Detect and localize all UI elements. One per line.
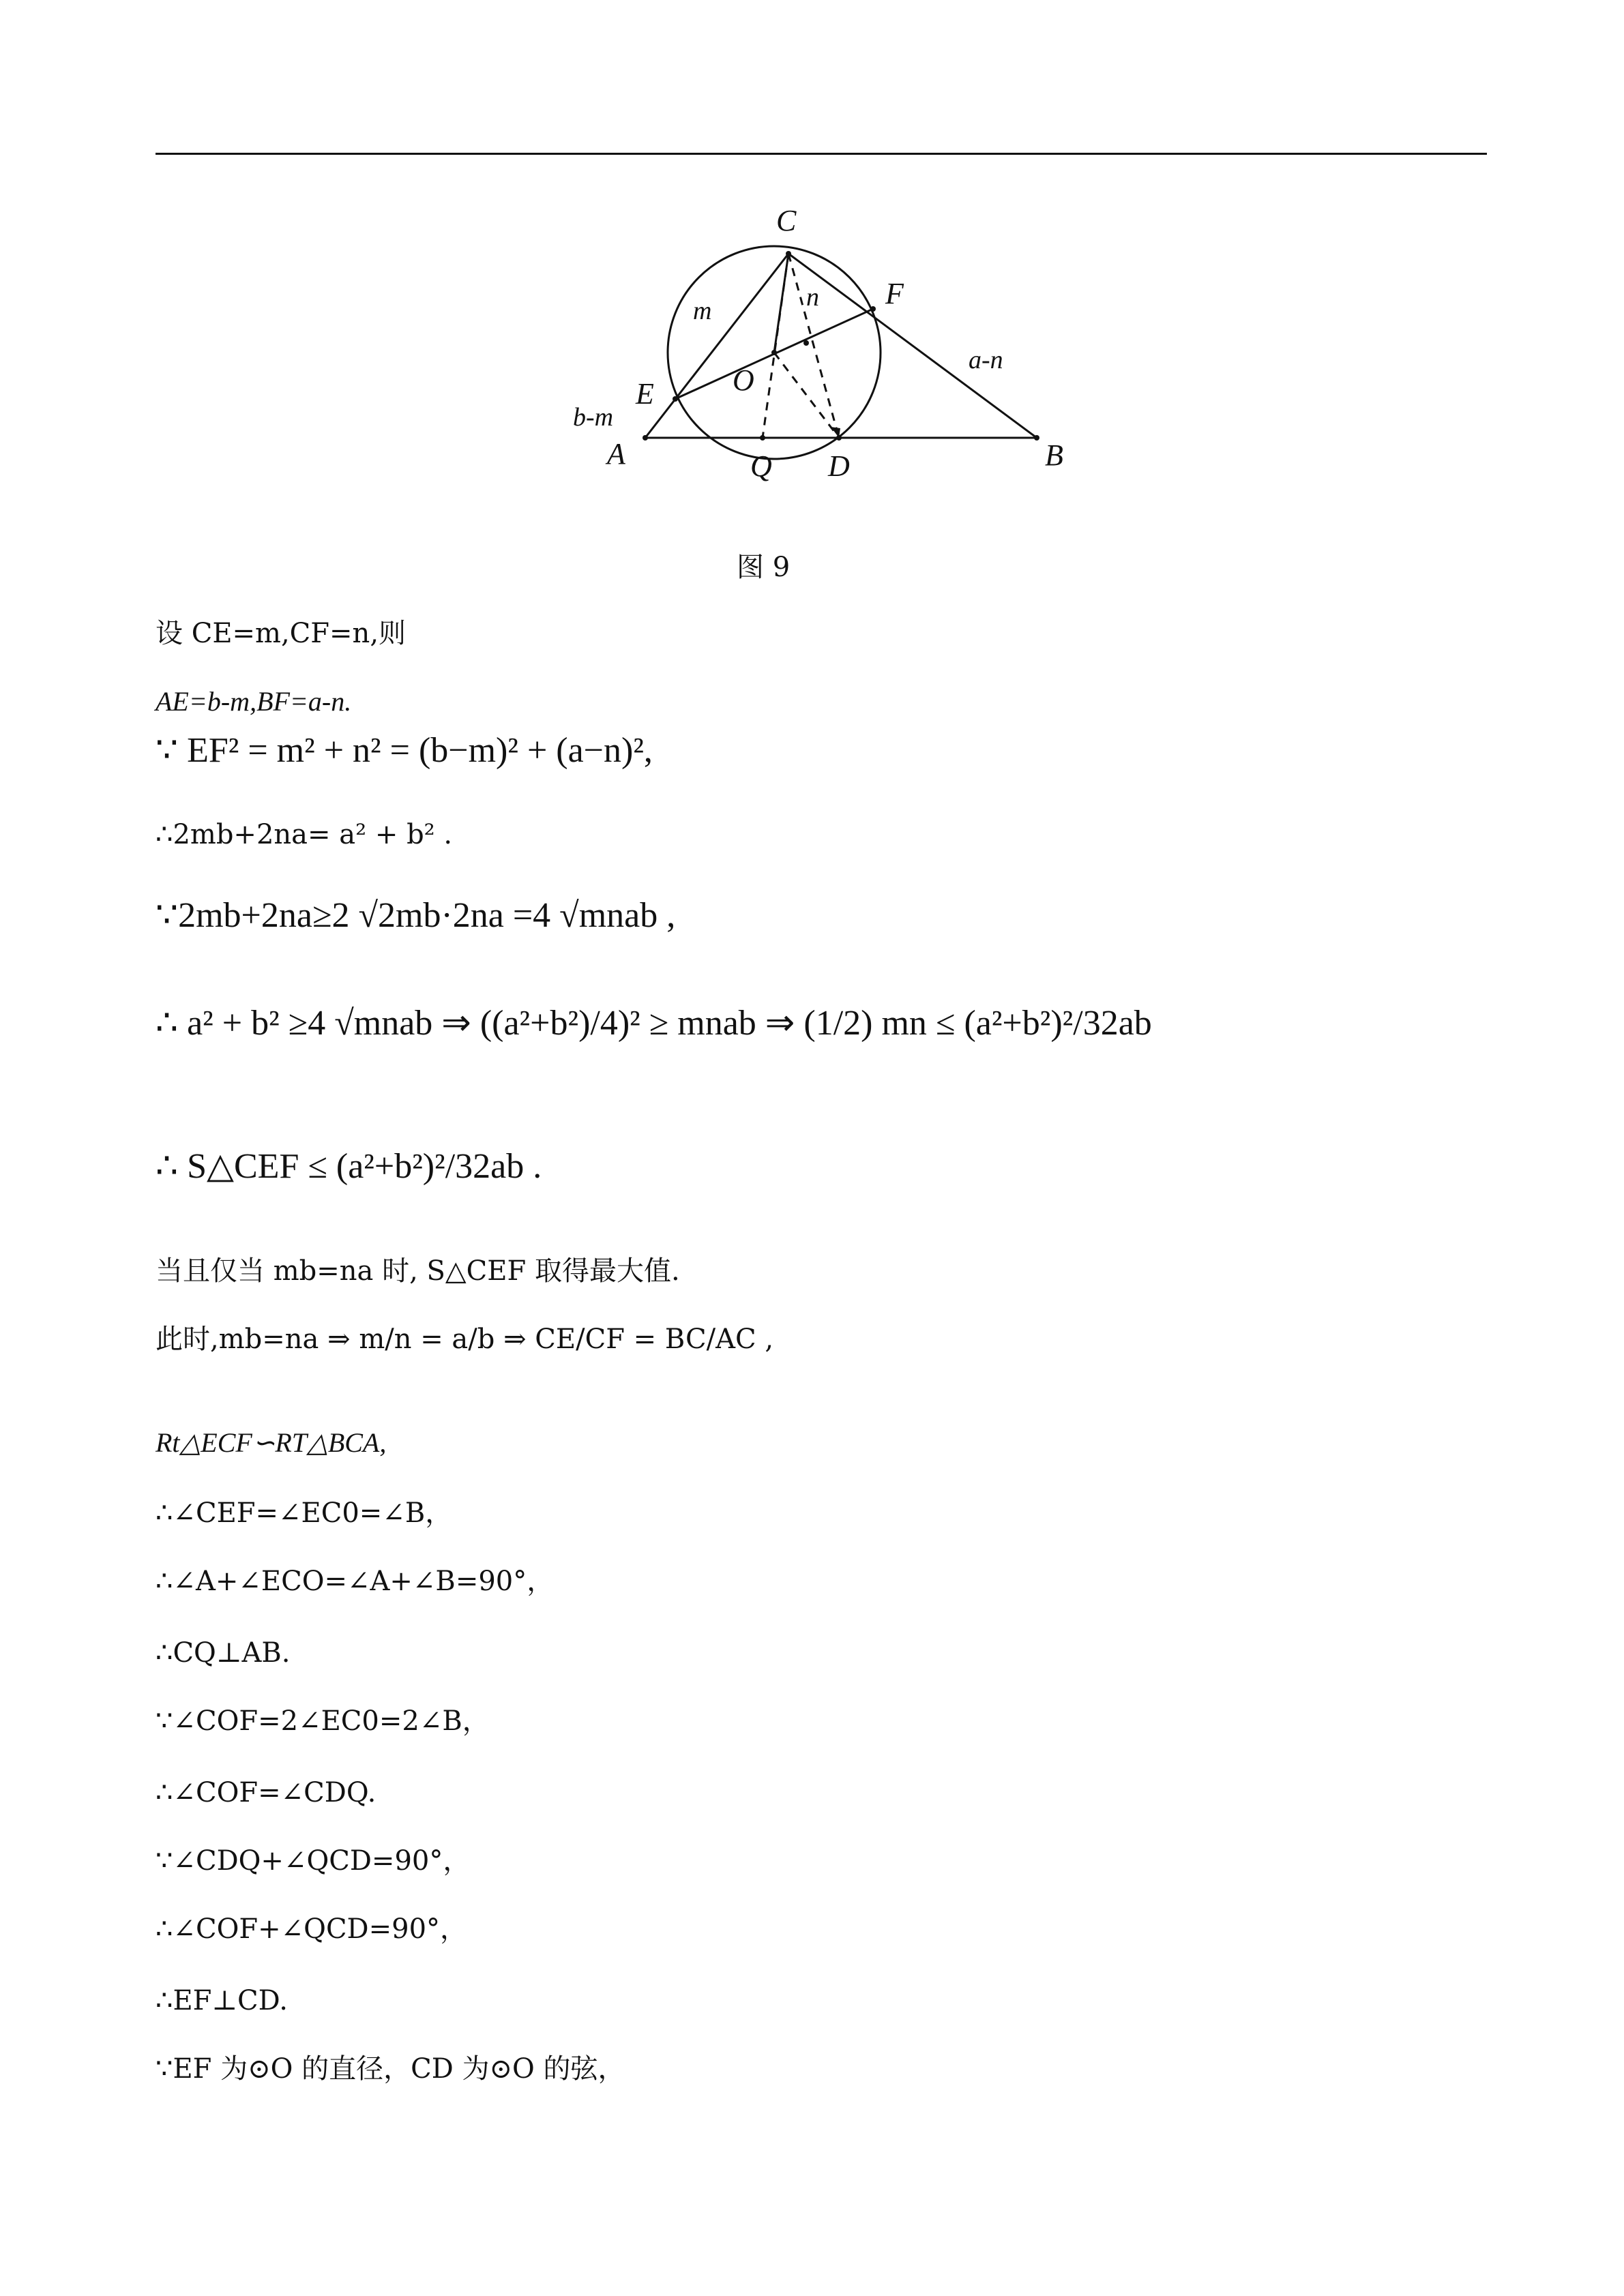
text-line-18: ∴EF⊥CD.: [156, 1985, 288, 2016]
text-line-15: ∴∠COF=∠CDQ.: [156, 1777, 377, 1808]
text-line-8: 当且仅当 mb=na 时, S△CEF 取得最大值.: [156, 1255, 680, 1287]
text-line-13: ∴CQ⊥AB.: [156, 1637, 291, 1669]
text-line-19: ∵EF 为⊙O 的直径，CD 为⊙O 的弦，: [156, 2053, 625, 2085]
label-a: A: [607, 437, 625, 471]
point-c: [786, 251, 791, 256]
segment-cd: [788, 254, 839, 438]
text-line-5: ∵2mb+2na≥2 √2mb·2na =4 √mnab ,: [156, 896, 676, 935]
point-mid: [803, 340, 809, 346]
text-line-3: ∵ EF² = m² + n² = (b−m)² + (a−n)²,: [156, 731, 653, 770]
figure-caption: 图 9: [737, 552, 791, 583]
label-o: O: [733, 363, 754, 397]
point-a: [643, 435, 648, 441]
label-b-m: b-m: [573, 403, 614, 432]
text-line-9: 此时,mb=na ⇒ m/n = a/b ⇒ CE/CF = BC/AC ,: [156, 1324, 774, 1355]
label-a-n: a-n: [969, 346, 1003, 374]
text-line-7: ∴ S△CEF ≤ (a²+b²)²/32ab .: [156, 1147, 542, 1186]
text-line-17: ∴∠COF+∠QCD=90°，: [156, 1913, 468, 1945]
text-line-16: ∵∠CDQ+∠QCD=90°，: [156, 1845, 471, 1877]
text-line-1: 设 CE=m,CF=n,则: [156, 618, 407, 649]
header-rule: [156, 153, 1487, 155]
text-line-10: Rt△ECF∽RT△BCA,: [156, 1427, 387, 1458]
label-e: E: [636, 377, 654, 411]
point-e: [673, 396, 678, 402]
point-f: [870, 306, 876, 312]
text-line-12: ∴∠A+∠ECO=∠A+∠B=90°，: [156, 1566, 555, 1597]
label-d: D: [828, 449, 850, 483]
label-c: C: [776, 204, 797, 237]
text-line-11: ∴∠CEF=∠EC0=∠B，: [156, 1497, 453, 1529]
label-n: n: [806, 283, 819, 312]
text-line-2: AE=b-m,BF=a-n.: [156, 686, 352, 717]
geometry-figure: [559, 198, 1105, 525]
text-line-14: ∵∠COF=2∠EC0=2∠B，: [156, 1705, 490, 1737]
point-b: [1034, 435, 1039, 441]
label-m: m: [693, 297, 712, 325]
point-o: [771, 350, 777, 355]
label-q: Q: [750, 449, 772, 483]
text-line-6: ∴ a² + b² ≥4 √mnab ⇒ ((a²+b²)/4)² ≥ mnab ⇒ (1/2) mn ≤ (a²+b²)²/32ab: [156, 1004, 1152, 1043]
point-d: [836, 435, 842, 441]
label-b: B: [1045, 438, 1063, 472]
point-q: [760, 435, 765, 441]
label-f: F: [885, 277, 904, 310]
segment-od: [774, 353, 839, 438]
text-line-4: ∴2mb+2na= a² + b² .: [156, 819, 453, 850]
